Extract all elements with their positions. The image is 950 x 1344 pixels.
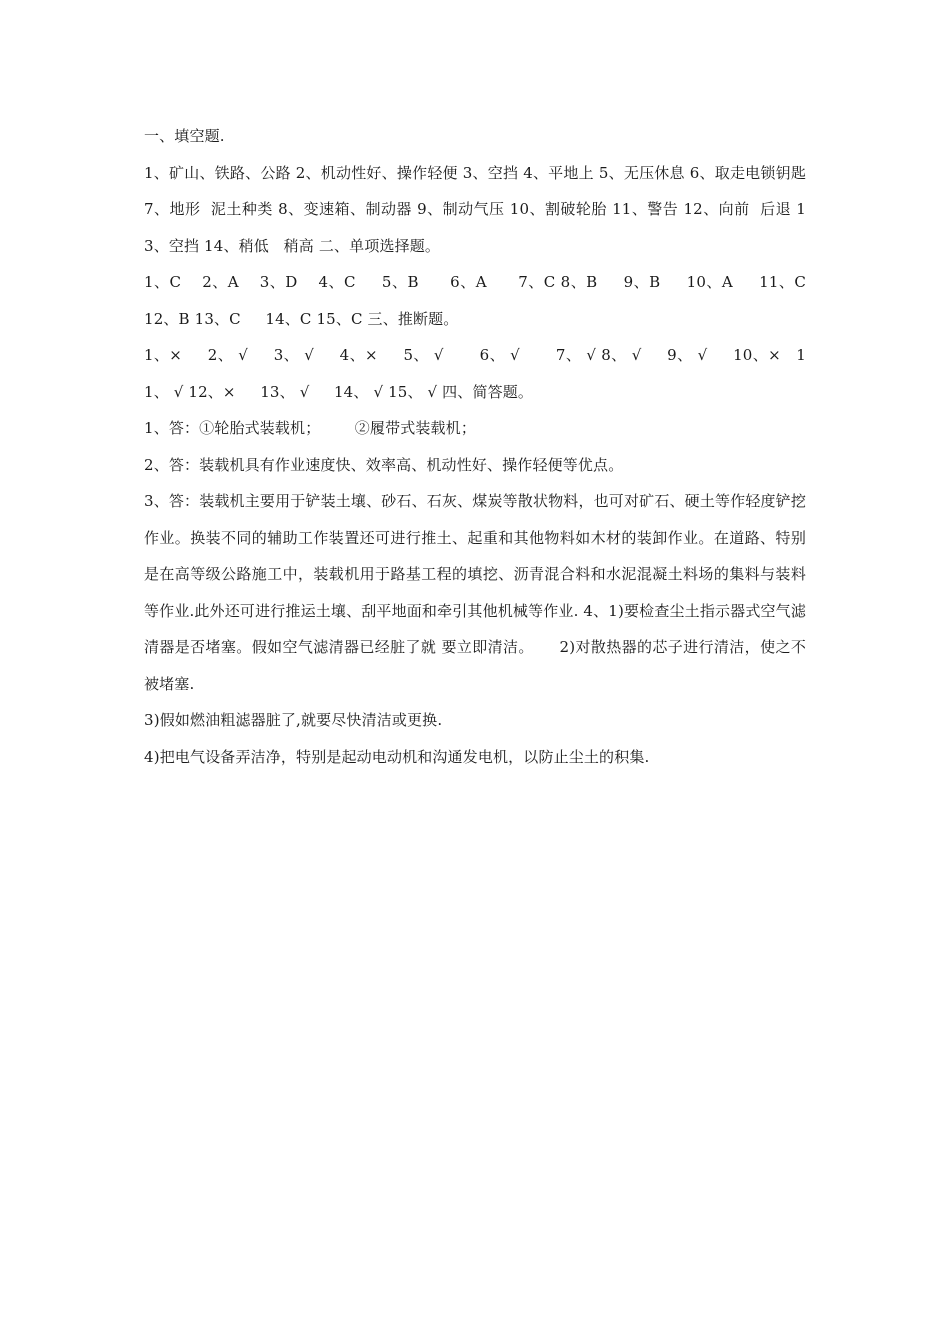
document-body — [144, 118, 831, 775]
fill-blank-answers: 1、矿山、铁路、公路 2、机动性好、操作轻便 3、空挡 4、平地上 5、无压休息 6、取走电锁钥匙 7、地形 泥土种类 8、变速箱、制动器 9、制动气压 10、割破轮胎 11、警告 12、向前 后退 13、空挡 14、稍低 稍高 二、单项选择题。 — [144, 163, 811, 255]
short-answer-4-item-4: 4)把电气设备弄洁净，特别是起动电动机和沟通发电机，以防止尘土的积集. — [144, 747, 650, 766]
short-answer-2: 2、答：装载机具有作业速度快、效率高、机动性好、操作轻便等优点。 — [144, 455, 624, 474]
section-heading-fill-blank: 一、填空题. — [144, 127, 225, 145]
short-answer-4-item-3: 3)假如燃油粗滤器脏了,就要尽快清洁或更换. — [144, 711, 443, 729]
single-choice-answers: 1、C 2、A 3、D 4、C 5、B 6、A 7、C 8、B 9、B 10、A 11、C 12、B 13、C 14、C 15、C 三、推断题。 — [144, 273, 831, 328]
short-answer-3-4: 3、答：装载机主要用于铲装土壤、砂石、石灰、煤炭等散状物料，也可对矿石、硬土等作轻度铲挖作业。换装不同的辅助工作装置还可进行推土、起重和其他物料如木材的装卸作业。在道路、特别是在高等级公路施工中，装载机用于路基工程的填挖、沥青混合料和水泥混凝土料场的集料与装料等作业.此外还可进行推运土壤、刮平地面和牵引其他机械等作业. 4、1)要检查尘土指示器式空气滤清器是否堵塞。假如空气滤清器已经脏了就 要立即清洁。 2)对散热器的芯子进行清洁，使之不被堵塞. — [144, 492, 806, 693]
true-false-answers: 1、× 2、 √ 3、 √ 4、× 5、 √ 6、 √ 7、 √ 8、 √ 9、 √ 10、× 11、 √ 12、× 13、 √ 14、 √ 15、 √ 四、简答题。 — [144, 346, 806, 401]
short-answer-1: 1、答：①轮胎式装载机； ②履带式装载机； — [144, 419, 476, 437]
